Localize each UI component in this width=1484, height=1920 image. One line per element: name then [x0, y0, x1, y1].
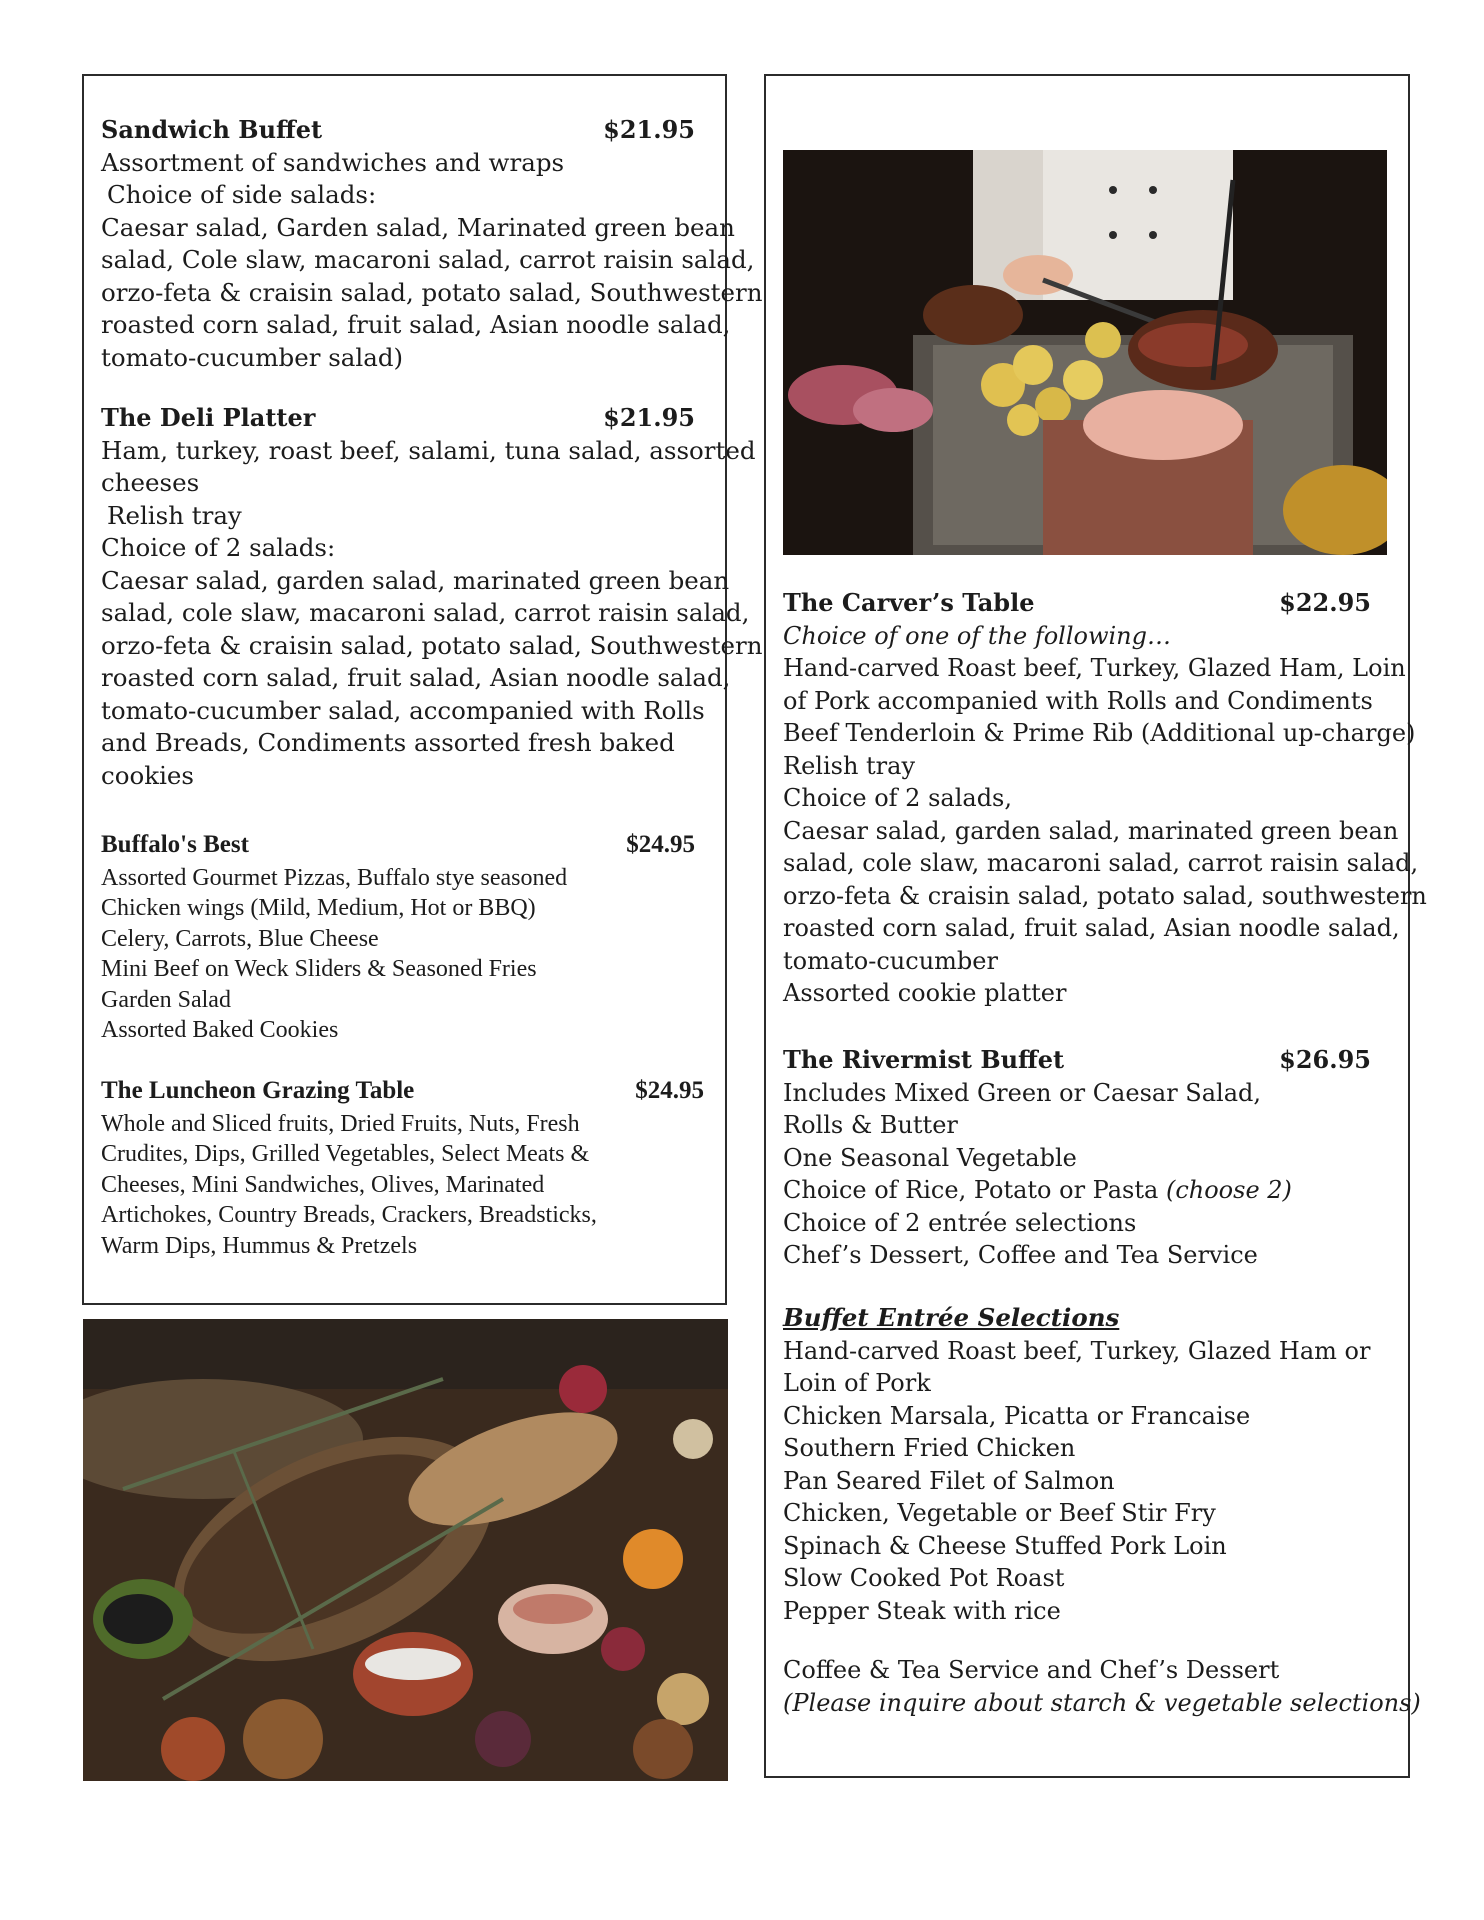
menu-line: salad, Cole slaw, macaroni salad, carrot raisin salad, — [101, 245, 755, 274]
menu-line: Choice of 2 salads, — [783, 784, 1012, 812]
menu-line: orzo-feta & craisin salad, potato salad, southwestern — [783, 881, 1427, 910]
menu-line: Celery, Carrots, Blue Cheese — [101, 925, 379, 952]
buffalos-best-price: $24.95 — [626, 831, 695, 858]
carvers-table-subtitle: Choice of one of the following… — [783, 621, 1171, 650]
grazing-table-photo — [83, 1319, 728, 1781]
luncheon-grazing-section — [101, 1076, 704, 1261]
menu-line: Assorted cookie platter — [783, 979, 1067, 1007]
menu-line: cheeses — [101, 468, 200, 497]
carvers-table-title: The Carver’s Table — [783, 588, 1035, 617]
closing-section — [783, 1654, 1421, 1719]
menu-line: Assortment of sandwiches and wraps — [101, 147, 565, 177]
menu-line: Mini Beef on Weck Sliders & Seasoned Fries — [101, 956, 537, 982]
menu-line: orzo-feta & craisin salad, potato salad, Southwestern — [101, 277, 763, 307]
menu-line: tomato-cucumber — [783, 946, 998, 975]
menu-line: and Breads, Condiments assorted fresh baked — [101, 728, 675, 757]
menu-line: Chicken, Vegetable or Beef Stir Fry — [783, 1499, 1216, 1527]
menu-line: Choice of 2 entrée selections — [783, 1208, 1137, 1237]
menu-line: Caesar salad, garden salad, marinated green bean — [783, 816, 1399, 845]
rivermist-buffet-section — [783, 1044, 1373, 1272]
rice-choice-text: Choice of Rice, Potato or Pasta — [783, 1176, 1166, 1204]
deli-platter-lines — [101, 435, 763, 793]
luncheon-grazing-lines — [101, 1109, 704, 1262]
rivermist-buffet-price: $26.95 — [1279, 1045, 1371, 1074]
menu-line: Southern Fried Chicken — [783, 1434, 1076, 1462]
menu-line: Choice of 2 salads: — [101, 533, 336, 562]
sandwich-buffet-section — [101, 114, 763, 374]
menu-line: Pan Seared Filet of Salmon — [783, 1466, 1115, 1495]
closing-line: Coffee & Tea Service and Chef’s Dessert — [783, 1656, 1280, 1684]
menu-line: Whole and Sliced fruits, Dried Fruits, Nuts, Fresh — [101, 1110, 580, 1137]
buffalos-best-title: Buffalo's Best — [101, 831, 249, 858]
menu-line: Relish tray — [783, 751, 916, 780]
menu-line: tomato-cucumber salad, accompanied with Rolls — [101, 695, 705, 725]
menu-line: Caesar salad, garden salad, marinated green bean — [101, 565, 730, 595]
carvers-table-section — [783, 587, 1427, 1010]
rivermist-buffet-title: The Rivermist Buffet — [783, 1045, 1065, 1074]
entree-selections-section — [783, 1302, 1373, 1627]
sandwich-buffet-title: Sandwich Buffet — [101, 115, 323, 144]
carvers-table-price: $22.95 — [1279, 588, 1371, 617]
luncheon-grazing-title: The Luncheon Grazing Table — [101, 1077, 415, 1104]
menu-line: Loin of Pork — [783, 1369, 931, 1397]
menu-line: Beef Tenderloin & Prime Rib (Additional up-charge) — [783, 719, 1416, 747]
menu-line: Slow Cooked Pot Roast — [783, 1564, 1065, 1592]
menu-line: Chicken wings (Mild, Medium, Hot or BBQ) — [101, 895, 536, 921]
sandwich-buffet-price: $21.95 — [603, 115, 695, 144]
menu-line: cookies — [101, 760, 194, 790]
menu-line: of Pork accompanied with Rolls and Condiments — [783, 686, 1373, 715]
menu-line: salad, cole slaw, macaroni salad, carrot raisin salad, — [783, 849, 1419, 877]
menu-line: Cheeses, Mini Sandwiches, Olives, Marinated — [101, 1171, 545, 1198]
menu-line: Relish tray — [107, 500, 242, 530]
menu-line: Assorted Gourmet Pizzas, Buffalo stye seasoned — [101, 864, 568, 891]
menu-line: Crudites, Dips, Grilled Vegetables, Select Meats & — [101, 1141, 590, 1167]
buffalos-best-section — [101, 830, 697, 1046]
deli-platter-title: The Deli Platter — [101, 403, 316, 432]
deli-platter-section — [101, 402, 763, 792]
menu-line: Choice of side salads: — [107, 180, 377, 209]
menu-line: Rolls & Butter — [783, 1111, 958, 1139]
menu-line: orzo-feta & craisin salad, potato salad, Southwestern — [101, 630, 763, 660]
menu-line: Chef’s Dessert, Coffee and Tea Service — [783, 1241, 1258, 1269]
menu-line: One Seasonal Vegetable — [783, 1143, 1077, 1172]
menu-line: salad, cole slaw, macaroni salad, carrot raisin salad, — [101, 598, 750, 627]
menu-line: Ham, turkey, roast beef, salami, tuna salad, assorted — [101, 435, 756, 465]
deli-platter-price: $21.95 — [603, 403, 695, 432]
menu-line: Warm Dips, Hummus & Pretzels — [101, 1232, 418, 1259]
menu-line: Chicken Marsala, Picatta or Francaise — [783, 1401, 1251, 1430]
menu-line: Spinach & Cheese Stuffed Pork Loin — [783, 1531, 1227, 1560]
rivermist-buffet-lines — [783, 1077, 1373, 1272]
menu-line: roasted corn salad, fruit salad, Asian noodle salad, — [101, 663, 731, 692]
entree-selections-heading: Buffet Entrée Selections — [783, 1303, 1120, 1332]
menu-line: Artichokes, Country Breads, Crackers, Breadsticks, — [101, 1202, 597, 1228]
sandwich-buffet-lines — [101, 147, 763, 375]
menu-line: Hand-carved Roast beef, Turkey, Glazed Ham, Loin — [783, 654, 1406, 682]
menu-line: Garden Salad — [101, 986, 231, 1013]
buffalos-best-lines — [101, 863, 697, 1046]
closing-note: (Please inquire about starch & vegetable selections) — [783, 1688, 1421, 1717]
menu-line — [783, 1174, 1373, 1207]
menu-line: Pepper Steak with rice — [783, 1596, 1061, 1625]
luncheon-grazing-price: $24.95 — [635, 1077, 704, 1104]
menu-line: Hand-carved Roast beef, Turkey, Glazed Ham or — [783, 1336, 1371, 1365]
menu-line: Caesar salad, Garden salad, Marinated green bean — [101, 212, 735, 242]
menu-line: Includes Mixed Green or Caesar Salad, — [783, 1078, 1262, 1107]
carving-station-photo — [783, 150, 1387, 555]
menu-line: tomato-cucumber salad) — [101, 342, 404, 372]
menu-line: roasted corn salad, fruit salad, Asian noodle salad, — [101, 310, 731, 339]
menu-line: Assorted Baked Cookies — [101, 1017, 339, 1043]
entree-selections-lines — [783, 1335, 1373, 1628]
rice-choice-note: (choose 2) — [1165, 1176, 1292, 1204]
carvers-table-lines — [783, 620, 1427, 1010]
menu-line: roasted corn salad, fruit salad, Asian noodle salad, — [783, 914, 1400, 942]
